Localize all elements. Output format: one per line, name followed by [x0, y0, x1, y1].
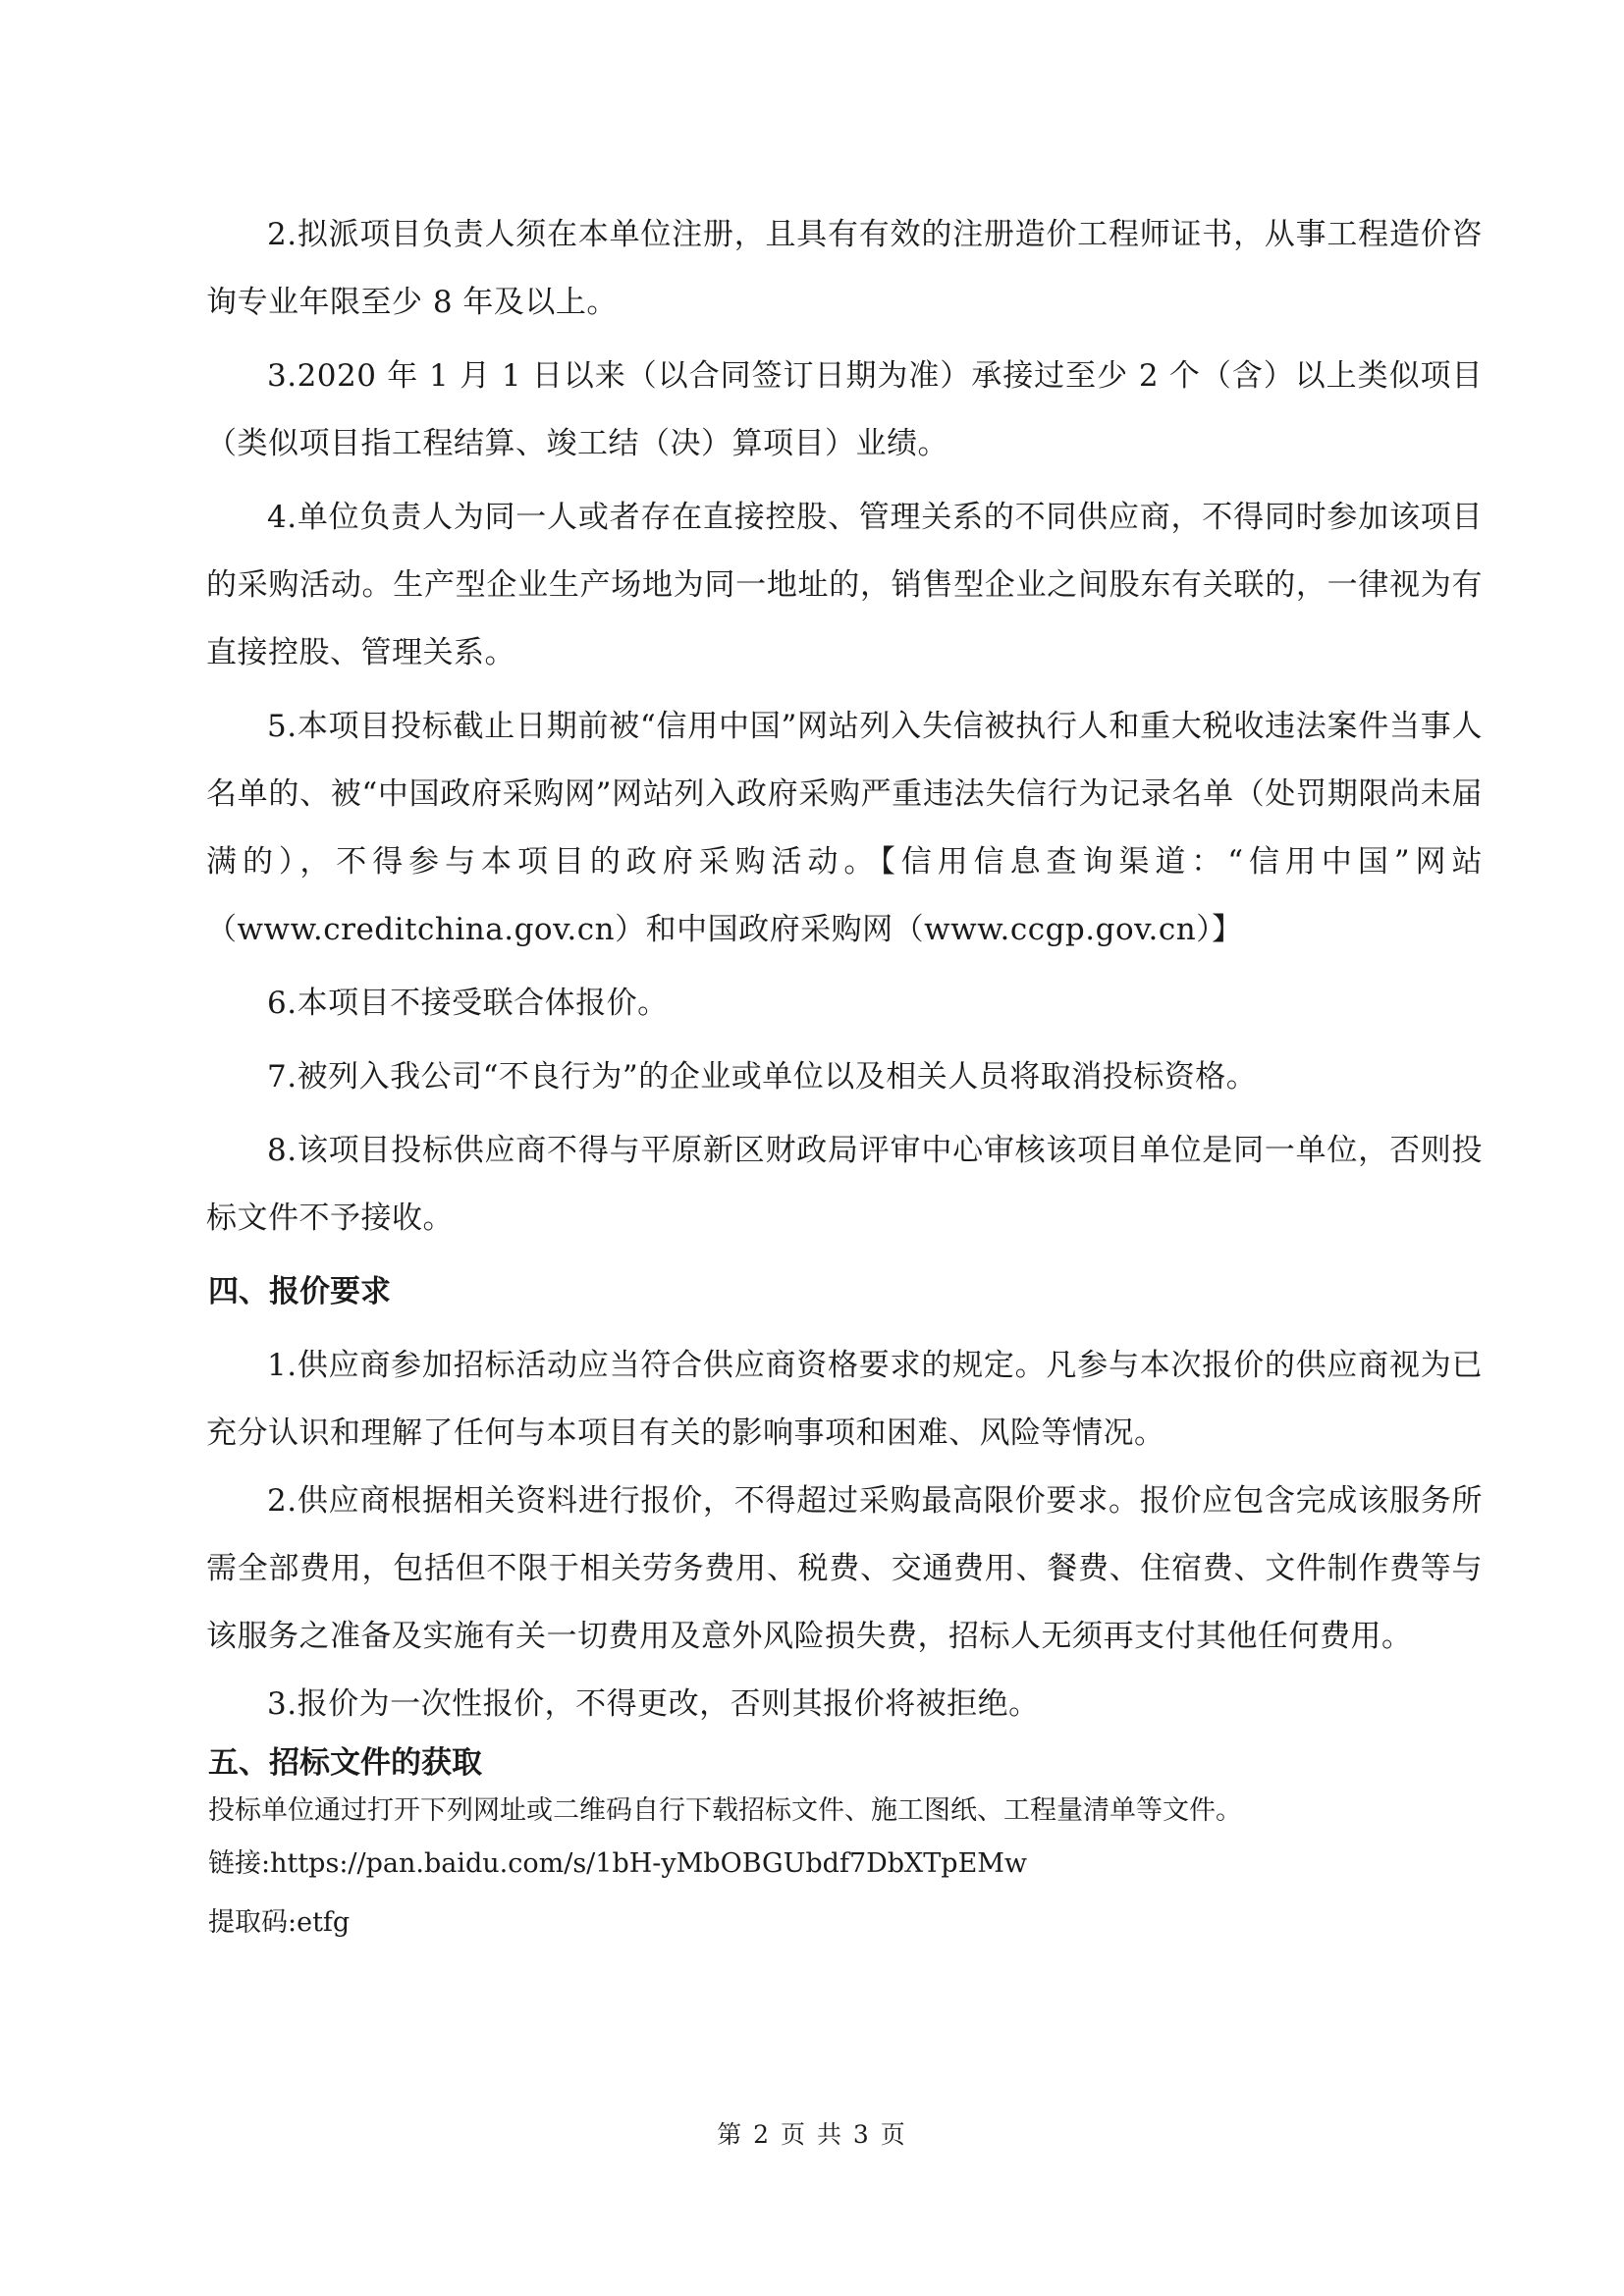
quotation-item-2: 2.供应商根据相关资料进行报价，不得超过采购最高限价要求。报价应包含完成该服务所需全部费用，包括但不限于相关劳务费用、税费、交通费用、餐费、住宿费、文件制作费等与该服务之准备及实施有关一切费用及意外风险损失费，招标人无须再支付其他任何费用。	[206, 1483, 1483, 1654]
quotation-item-1: 1.供应商参加招标活动应当符合供应商资格要求的规定。凡参与本次报价的供应商视为已充分认识和理解了任何与本项目有关的影响事项和困难、风险等情况。	[206, 1348, 1483, 1451]
requirement-item-5: 5.本项目投标截止日期前被“信用中国”网站列入失信被执行人和重大税收违法案件当事人名单的、被“中国政府采购网”网站列入政府采购严重违法失信行为记录名单（处罚期限尚未届满的），不得参与本项目的政府采购活动。【信用信息查询渠道：“信用中国”网站（www.creditchina.gov.cn）和中国政府采购网（www.ccgp.gov.cn）】	[206, 709, 1483, 947]
section-heading-documents: 五、招标文件的获取	[208, 1745, 482, 1781]
requirement-item-6: 6.本项目不接受联合体报价。	[267, 986, 669, 1021]
download-link[interactable]: 链接:https://pan.baidu.com/s/1bH-yMbOBGUbdf7DbXTpEMw	[208, 1848, 1028, 1879]
requirement-item-7: 7.被列入我公司“不良行为”的企业或单位以及相关人员将取消投标资格。	[267, 1059, 1258, 1095]
section-heading-quotation: 四、报价要求	[208, 1274, 391, 1309]
document-body	[206, 201, 1483, 1952]
page-number: 第 2 页 共 3 页	[717, 2120, 907, 2149]
documents-intro: 投标单位通过打开下列网址或二维码自行下载招标文件、施工图纸、工程量清单等文件。	[208, 1795, 1242, 1826]
requirement-item-8: 8.该项目投标供应商不得与平原新区财政局评审中心审核该项目单位是同一单位，否则投标文件不予接收。	[206, 1133, 1483, 1236]
quotation-item-3: 3.报价为一次性报价，不得更改，否则其报价将被拒绝。	[267, 1686, 1040, 1722]
requirement-item-4: 4.单位负责人为同一人或者存在直接控股、管理关系的不同供应商，不得同时参加该项目的采购活动。生产型企业生产场地为同一地址的，销售型企业之间股东有关联的，一律视为有直接控股、管理关系。	[206, 500, 1483, 670]
requirement-item-3: 3.2020 年 1 月 1 日以来（以合同签订日期为准）承接过至少 2 个（含）以上类似项目（类似项目指工程结算、竣工结（决）算项目）业绩。	[206, 358, 1483, 461]
extraction-code: 提取码:etfg	[208, 1907, 351, 1938]
requirement-item-2: 2.拟派项目负责人须在本单位注册，且具有有效的注册造价工程师证书，从事工程造价咨询专业年限至少 8 年及以上。	[206, 217, 1483, 320]
